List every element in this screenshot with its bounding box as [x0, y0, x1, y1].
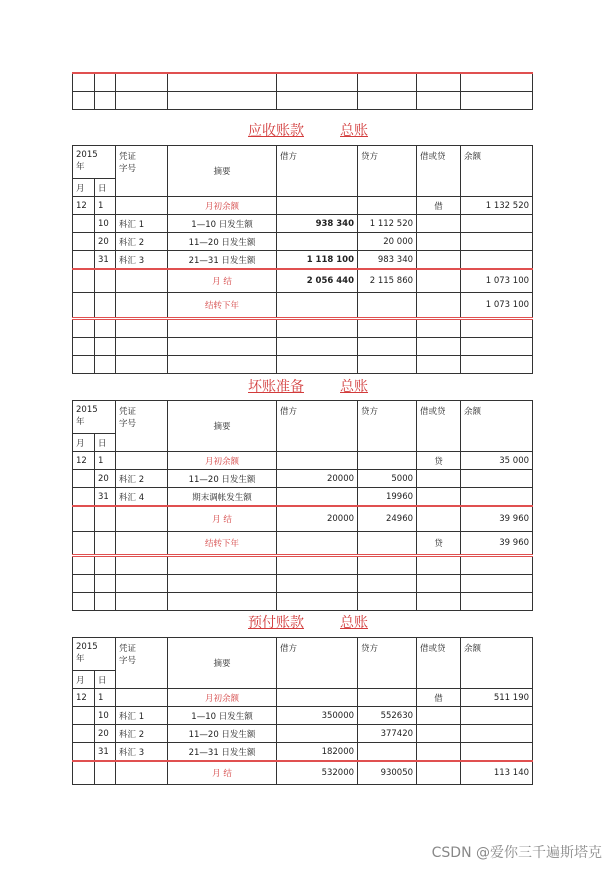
stub-row [73, 92, 533, 110]
year-label: 2015 [76, 642, 98, 652]
day-header: 日 [95, 179, 116, 197]
top-stub-table [72, 72, 533, 110]
credit-header: 贷方 [358, 146, 417, 197]
ledger-title [0, 376, 616, 396]
ledger-title [0, 612, 616, 632]
debit-header: 借方 [277, 401, 358, 452]
ledger-type: 总账 [340, 615, 368, 631]
credit-header: 贷方 [358, 638, 417, 689]
voucher-header: 凭证 字号 [116, 401, 168, 452]
account-name: 坏账准备 [248, 379, 304, 395]
debit-header: 借方 [277, 638, 358, 689]
dc-header: 借或贷 [417, 401, 461, 452]
ledger-title [0, 120, 616, 140]
month-total-row: 月 结 20000 24960 39 960 [73, 506, 533, 532]
year-label: 2015 [76, 150, 98, 160]
empty-row [73, 575, 533, 593]
year-label: 2015 [76, 405, 98, 415]
day-header: 日 [95, 434, 116, 452]
watermark: CSDN @爱你三千遍斯塔克 [431, 845, 602, 861]
carry-forward-row: 结转下年 贷 39 960 [73, 532, 533, 556]
day-header: 日 [95, 671, 116, 689]
month-header: 月 [73, 671, 95, 689]
debit-header: 借方 [277, 146, 358, 197]
ledger-table [72, 400, 533, 611]
empty-row [73, 356, 533, 374]
ledger-type: 总账 [340, 379, 368, 395]
ledger-type: 总账 [340, 123, 368, 139]
header-row: 2015 年 凭证 字号 摘要 借方 贷方 借或贷 余额 [73, 146, 533, 179]
month-total-row: 月 结 2 056 440 2 115 860 1 073 100 [73, 269, 533, 293]
ledger-table [72, 637, 533, 785]
table-row: 31 科汇 3 21—31 日发生额 1 118 100 983 340 [73, 251, 533, 270]
month-header: 月 [73, 179, 95, 197]
header-row: 2015 年 凭证 字号 摘要 借方 贷方 借或贷 余额 [73, 401, 533, 434]
balance-header: 余额 [461, 401, 533, 452]
table-row: 20 科汇 2 11—20 日发生额 377420 [73, 725, 533, 743]
empty-row [73, 593, 533, 611]
dc-header: 借或贷 [417, 146, 461, 197]
summary-header: 摘要 [168, 638, 277, 689]
month-header: 月 [73, 434, 95, 452]
carry-forward-row: 结转下年 1 073 100 [73, 293, 533, 319]
table-row: 12 1 月初余额 借 511 190 [73, 689, 533, 707]
account-name: 预付账款 [248, 615, 304, 631]
voucher-header: 凭证 字号 [116, 146, 168, 197]
empty-row [73, 319, 533, 338]
header-row: 2015 年 凭证 字号 摘要 借方 贷方 借或贷 余额 [73, 638, 533, 671]
empty-row [73, 338, 533, 356]
account-name: 应收账款 [248, 123, 304, 139]
voucher-header: 凭证 字号 [116, 638, 168, 689]
table-row: 31 科汇 4 期末调帐发生额 19960 [73, 488, 533, 507]
table-row: 12 1 月初余额 贷 35 000 [73, 452, 533, 470]
ledger-table [72, 145, 533, 374]
table-row: 31 科汇 3 21—31 日发生额 182000 [73, 743, 533, 762]
balance-header: 余额 [461, 638, 533, 689]
table-row: 12 1 月初余额 借 1 132 520 [73, 197, 533, 215]
table-row: 10 科汇 1 1—10 日发生额 350000 552630 [73, 707, 533, 725]
balance-header: 余额 [461, 146, 533, 197]
table-row: 20 科汇 2 11—20 日发生额 20 000 [73, 233, 533, 251]
summary-header: 摘要 [168, 401, 277, 452]
table-row: 20 科汇 2 11—20 日发生额 20000 5000 [73, 470, 533, 488]
table-row: 10 科汇 1 1—10 日发生额 938 340 1 112 520 [73, 215, 533, 233]
credit-header: 贷方 [358, 401, 417, 452]
stub-row [73, 73, 533, 92]
summary-header: 摘要 [168, 146, 277, 197]
empty-row [73, 556, 533, 575]
month-total-row: 月 结 532000 930050 113 140 [73, 761, 533, 785]
dc-header: 借或贷 [417, 638, 461, 689]
